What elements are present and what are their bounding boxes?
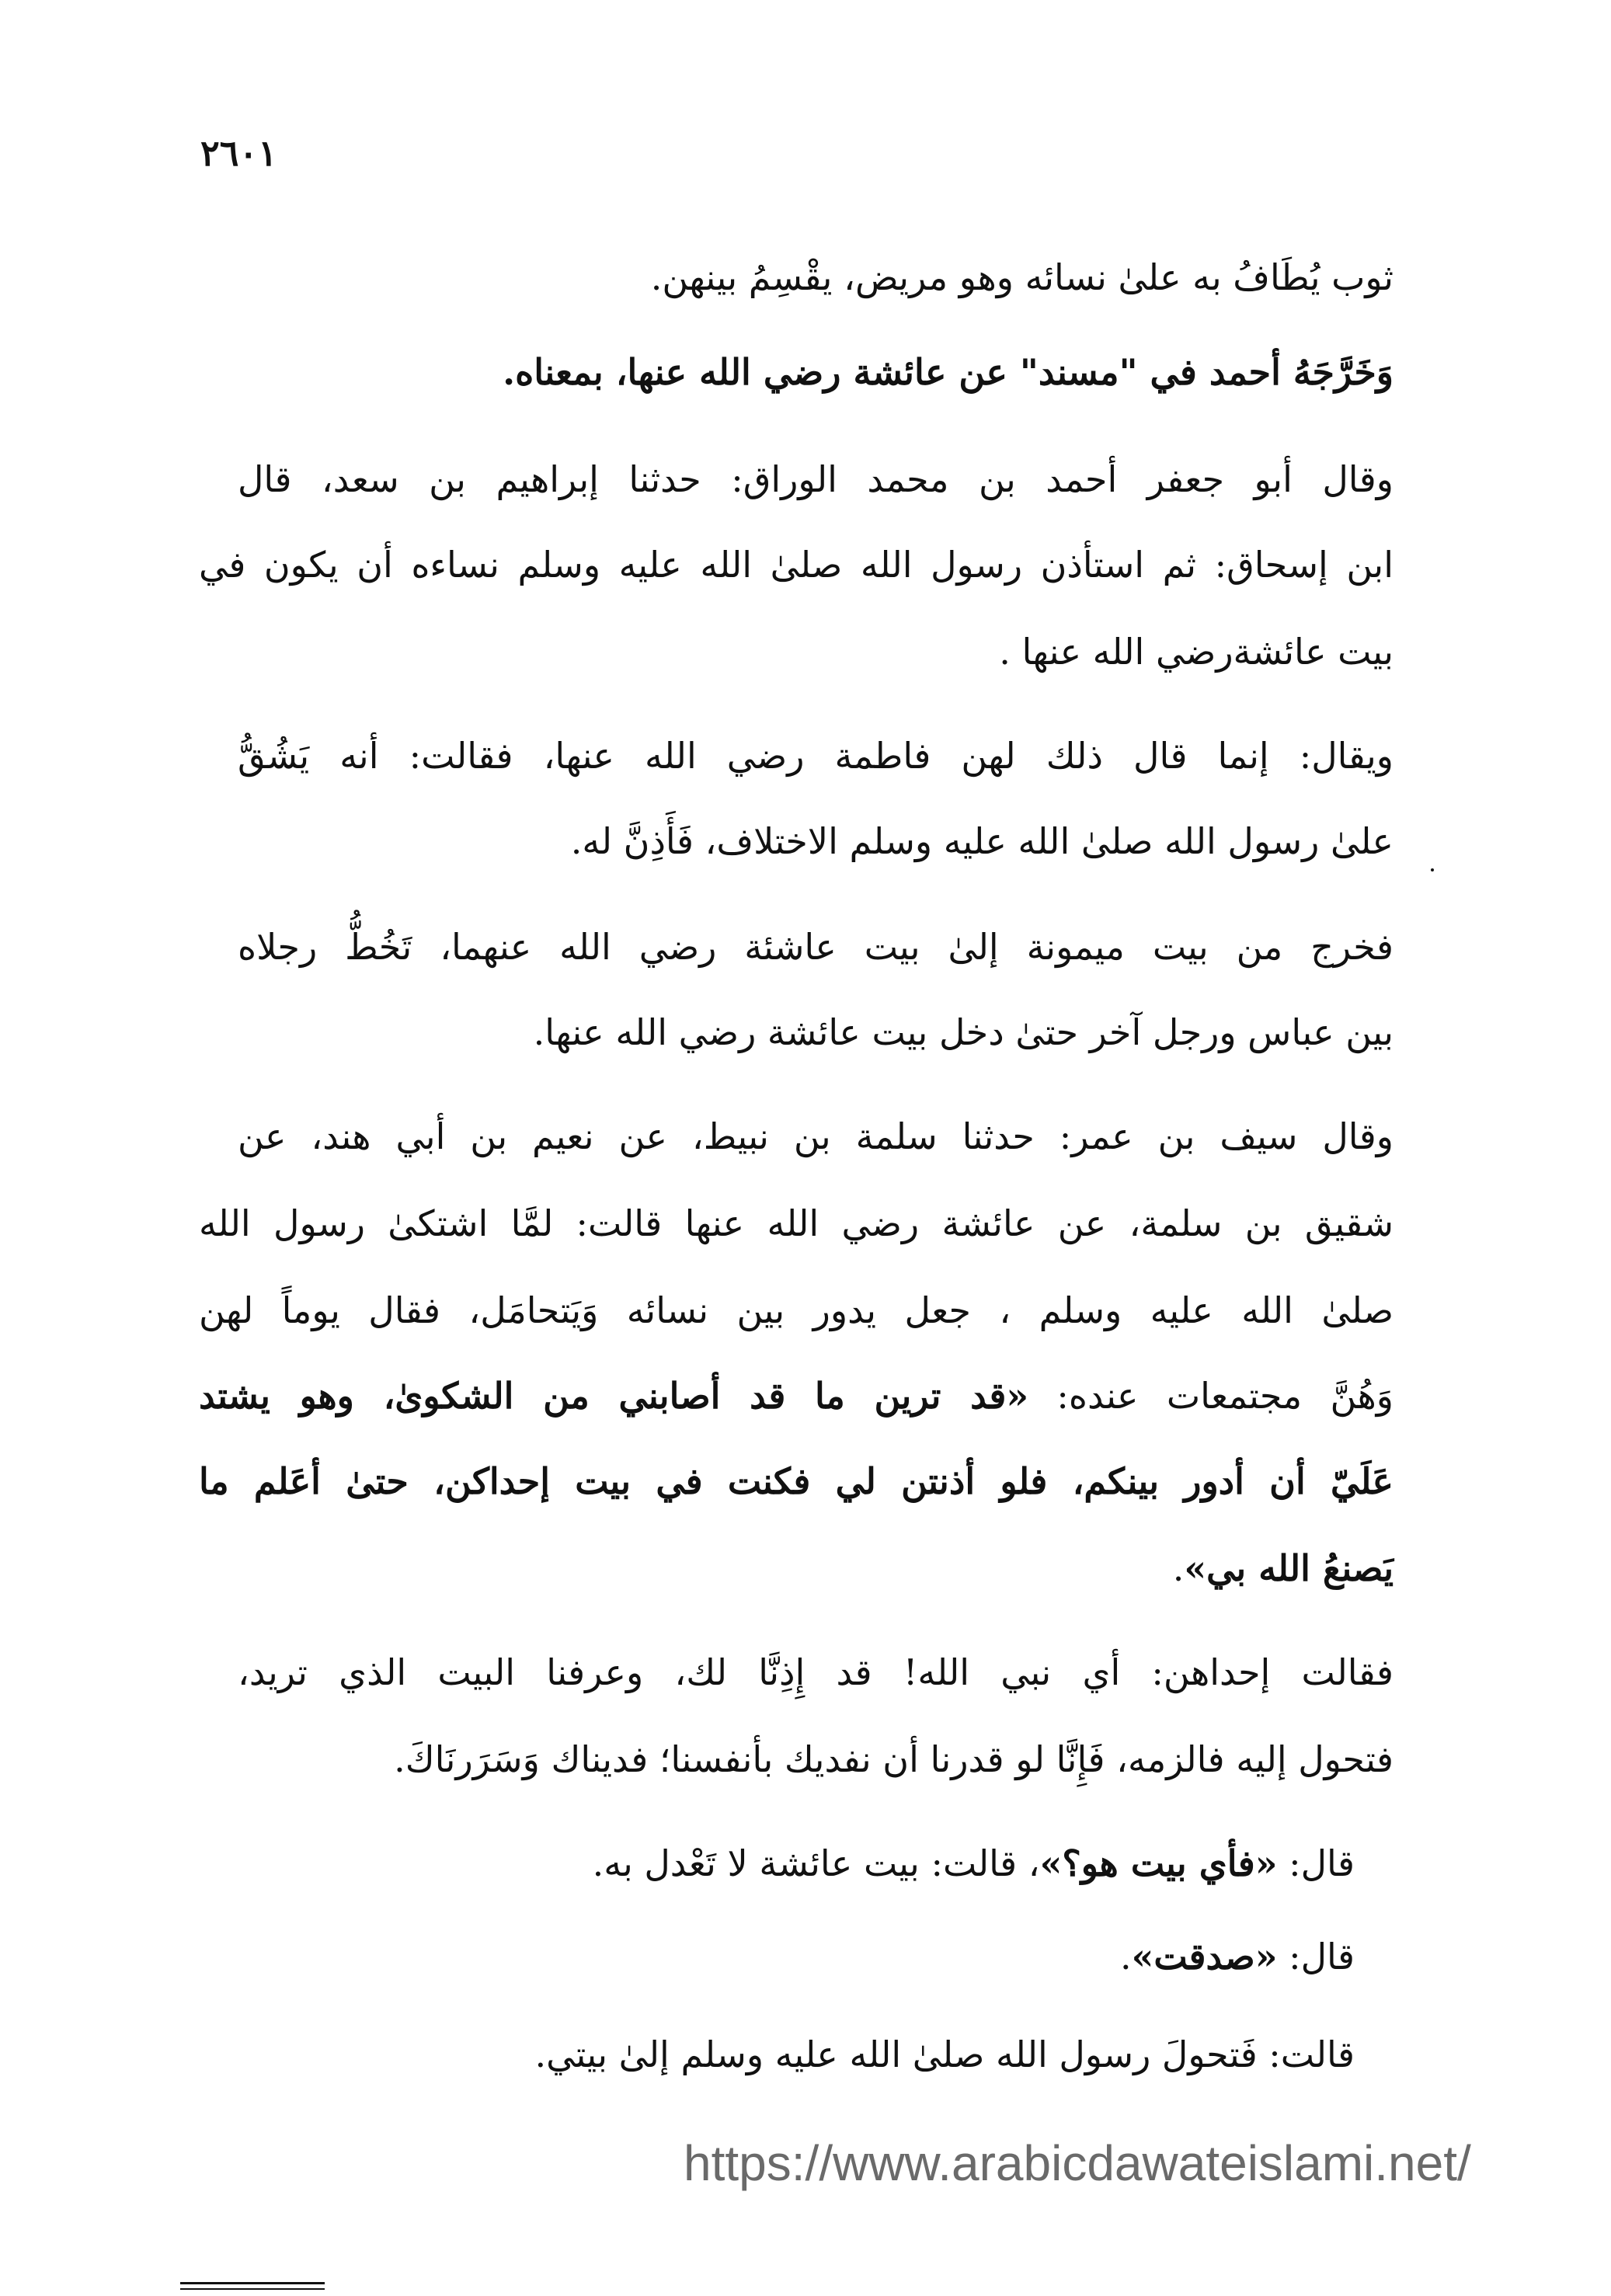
quote-text: «فأي بيت هو؟» xyxy=(1039,1842,1278,1884)
text-line: بيت عائشةرضي الله عنها . xyxy=(999,631,1394,673)
text-line: ابن إسحاق: ثم استأذن رسول الله صلىٰ الله عليه وسلم نساءه أن يكون في xyxy=(199,544,1394,586)
text-run: قال: xyxy=(1277,1936,1355,1978)
text-run: ، قالت: بيت عائشة لا تَعْدل به. xyxy=(592,1842,1040,1884)
text-line xyxy=(1120,1929,1355,1984)
quote-text: يَصنعُ الله بي» xyxy=(1184,1547,1394,1589)
footer-rule xyxy=(180,2282,325,2284)
text-line: فتحول إليه فالزمه، فَإِنَّا لو قدرنا أن نفديك بأنفسنا؛ فديناك وَسَرَرنَاكَ. xyxy=(394,1738,1394,1780)
text-line: بين عباس ورجل آخر حتىٰ دخل بيت عائشة رضي الله عنها. xyxy=(533,1011,1394,1053)
text-line: وقال أبو جعفر أحمد بن محمد الوراق: حدثنا إبراهيم بن سعد، قال xyxy=(238,458,1394,500)
text-run: وَهُنَّ مجتمعات عنده: xyxy=(1028,1375,1394,1417)
text-run: . xyxy=(1119,1936,1132,1978)
text-line: وقال سيف بن عمر: حدثنا سلمة بن نبيط، عن نعيم بن أبي هند، عن xyxy=(238,1115,1394,1157)
quote-text: «صدقت» xyxy=(1131,1936,1278,1978)
text-line xyxy=(199,1369,1394,1423)
text-line: فقالت إحداهن: أي نبي الله! قد إِذِنَّا لك، وعرفنا البيت الذي تريد، xyxy=(238,1651,1394,1693)
watermark-url: https://www.arabicdawateislami.net/ xyxy=(684,2135,1471,2191)
text-line: ثوب يُطَافُ به علىٰ نسائه وهو مريض، يقْسِمُ بينهن. xyxy=(650,256,1394,298)
text-line: فخرج من بيت ميمونة إلىٰ بيت عاشئة رضي الله عنهما، تَخُطُّ رجلاه xyxy=(238,926,1394,968)
text-line xyxy=(1173,1541,1394,1595)
footer-rule xyxy=(180,2288,325,2290)
text-run: قال: xyxy=(1277,1842,1355,1884)
quote-text: «قد ترين ما قد أصابني من الشكوىٰ، وهو يشتد xyxy=(199,1375,1029,1417)
text-run: . xyxy=(1172,1547,1185,1589)
text-line: عَلَيّ أن أدور بينكم، فلو أذنتن لي فكنت في بيت إحداكن، حتىٰ أعَلم ما xyxy=(199,1460,1394,1502)
margin-mark xyxy=(1431,868,1434,871)
text-line: ويقال: إنما قال ذلك لهن فاطمة رضي الله عنها، فقالت: أنه يَشُقُّ xyxy=(238,735,1394,777)
text-line: قالت: فَتحولَ رسول الله صلىٰ الله عليه وسلم إلىٰ بيتي. xyxy=(534,2033,1355,2075)
text-line: صلىٰ الله عليه وسلم ، جعل يدور بين نسائه وَيَتحامَل، فقال يوماً لهن xyxy=(199,1289,1394,1331)
page-number: ٢٦٠١ xyxy=(200,132,277,174)
text-line: علىٰ رسول الله صلىٰ الله عليه وسلم الاختلاف، فَأَذِنَّ له. xyxy=(570,820,1394,862)
text-line xyxy=(593,1836,1355,1891)
text-line: وَخَرَّجَهُ أحمد في "مسند" عن عائشة رضي الله عنها، بمعناه. xyxy=(503,351,1394,393)
text-line: شقيق بن سلمة، عن عائشة رضي الله عنها قالت: لمَّا اشتكىٰ رسول الله xyxy=(199,1202,1394,1244)
